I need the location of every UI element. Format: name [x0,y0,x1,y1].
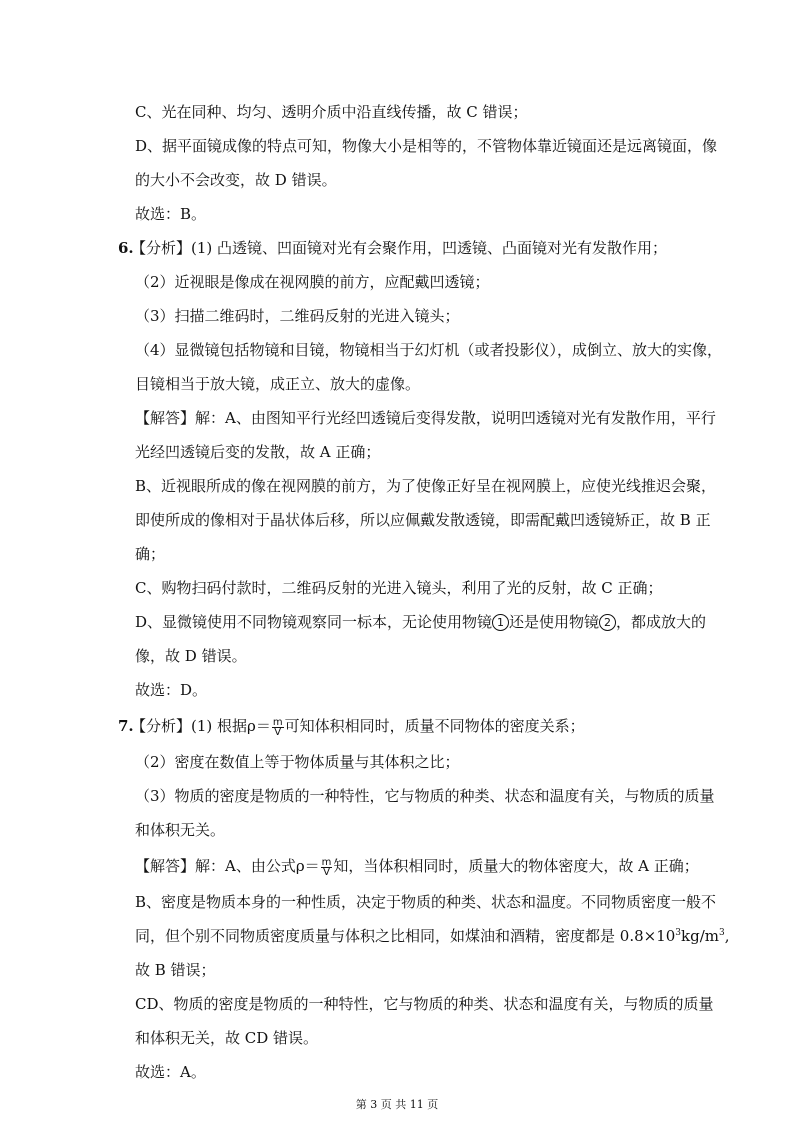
q6-analysis-2: （2）近视眼是像成在视网膜的前方，应配戴凹透镜； [135,273,490,291]
q7-analysis-1 [131,716,585,737]
circled-number-2: 2 [599,614,616,631]
q7-solution-cd2: 和体积无关，故 CD 错误。 [135,1029,319,1047]
q6-analysis-4b: 目镜相当于放大镜，成正立、放大的虚像。 [135,375,421,393]
density-fraction [272,718,284,737]
q7-analysis-2: （2）密度在数值上等于物体质量与其体积之比； [135,753,460,771]
q6-solution-b3: 确； [135,545,166,563]
q6-solution-d2: 像，故 D 错误。 [135,647,247,665]
fraction-numerator: m [321,856,332,868]
q7-analysis-3a: （3）物质的密度是物质的一种特性，它与物质的种类、状态和温度有关，与物质的质量 [135,787,715,805]
q7-answer: 故选：A。 [135,1063,206,1081]
q5-option-c: C、光在同种、均匀、透明介质中沿直线传播，故 C 错误； [135,103,528,121]
fraction-numerator: m [272,716,283,728]
q6-solution-d1-mid: 还是使用物镜 [509,613,600,631]
q7-number: 7. [118,717,134,735]
q7-solution-b2: 同，但个别不同物质密度质量与体积之比相同，如煤油和酒精，密度都是 $0.8\times 10^3kg/m^3$, [135,927,730,945]
q6-solution-c: C、购物扫码付款时，二维码反射的光进入镜头，利用了光的反射，故 C 正确； [135,579,663,597]
q7-solution-b2-pre: 同，但个别不同物质密度质量与体积之比相同，如煤油和酒精，密度都是 0.8×10 [135,927,676,945]
q6-solution-a1: 【解答】解：A、由图知平行光经凹透镜后变得发散，说明凹透镜对光有发散作用，平行 [135,409,716,427]
q6-answer: 故选：D。 [135,681,208,699]
q7-solution-b1: B、密度是物质本身的一种性质，决定于物质的种类、状态和温度。不同物质密度一般不 [135,893,717,911]
q7-solution-a-pre: 【解答】解：A、由公式ρ＝ [135,857,320,875]
q6-solution-d1-post: ，都成放大的 [616,613,707,631]
q7-solution-a [135,856,699,877]
q7-analysis-1-post: 可知体积相同时，质量不同物体的密度关系； [284,717,585,735]
q5-answer: 故选：B。 [135,205,207,223]
q7-solution-a-post: 知，当体积相同时，质量大的物体密度大，故 A 正确； [333,857,699,875]
circled-number-1: 1 [492,614,509,631]
q6-solution-b1: B、近视眼所成的像在视网膜的前方，为了使像正好呈在视网膜上，应使光线推迟会聚， [135,477,717,495]
q7-analysis-3b: 和体积无关。 [135,821,226,839]
page-footer: 第 3 页 共 11 页 [355,1098,439,1111]
q6-analysis-4a: （4）显微镜包括物镜和目镜，物镜相当于幻灯机（或者投影仪），成倒立、放大的实像， [135,341,723,359]
density-fraction [321,858,333,877]
q5-option-d-line2: 的大小不会改变，故 D 错误。 [135,171,337,189]
exponent: 3 [675,928,682,938]
q6-solution-d1-pre: D、显微镜使用不同物镜观察同一标本，无论使用物镜 [135,613,493,631]
q6-solution-b2: 即使所成的像相对于晶状体后移，所以应佩戴发散透镜，即需配戴凹透镜矫正，故 B 正 [135,511,711,529]
q6-analysis-1: 【分析】(1) 凸透镜、凹面镜对光有会聚作用，凹透镜、凸面镜对光有发散作用； [131,239,668,257]
q6-analysis-3: （3）扫描二维码时，二维码反射的光进入镜头； [135,307,460,325]
q7-solution-b2-unit: kg/m [681,927,719,945]
q5-option-d-line1: D、据平面镜成像的特点可知，物像大小是相等的，不管物体靠近镜面还是远离镜面，像 [135,137,718,155]
q6-solution-d1 [135,612,706,632]
q7-solution-b3: 故 B 错误； [135,961,216,979]
exponent: 3 [719,928,725,938]
q6-solution-a2: 光经凹透镜后变的发散，故 A 正确； [135,443,381,461]
q7-analysis-1-pre: 【分析】(1) 根据ρ＝ [131,717,271,735]
q7-solution-cd1: CD、物质的密度是物质的一种特性，它与物质的种类、状态和温度有关，与物质的质量 [135,995,714,1013]
fraction-denominator: V [323,866,330,878]
q6-number: 6. [118,239,134,257]
fraction-denominator: V [274,726,282,738]
